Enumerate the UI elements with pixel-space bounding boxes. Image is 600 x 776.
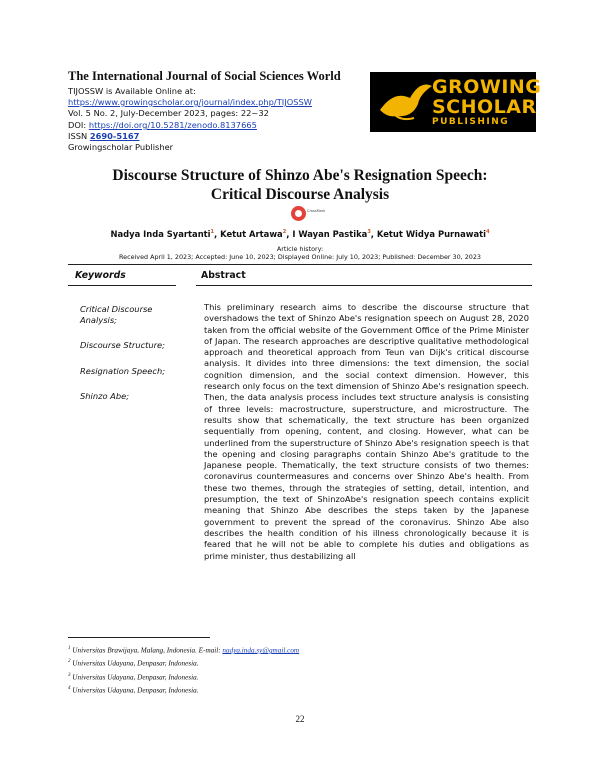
journal-name: The International Journal of Social Sciences World bbox=[68, 69, 341, 83]
availability-text: TIJOSSW is Available Online at: bbox=[68, 86, 196, 96]
author-mark: 3 bbox=[367, 229, 371, 236]
keywords-heading: Keywords bbox=[75, 270, 126, 281]
author-name: Ketut Widya Purnawati bbox=[376, 229, 487, 239]
crossmark-icon[interactable] bbox=[291, 206, 306, 221]
author-list: Nadya Inda Syartanti$^1$, Ketut Artawa$^2$, I Wayan Pastika$^3$, Ketut Widya Purnawati$^4$ bbox=[110, 229, 490, 239]
logo-line-2: SCHOLAR bbox=[432, 96, 537, 118]
paper-title bbox=[60, 166, 540, 204]
footnotes bbox=[68, 643, 299, 697]
footnote-divider bbox=[68, 637, 210, 638]
title-line-2: Critical Discourse Analysis bbox=[210, 186, 390, 203]
issn-line bbox=[68, 131, 139, 141]
crossmark-label: CrossMark bbox=[307, 209, 326, 213]
footnote-item: $^1$ Universitas Brawijaya, Malang, Indonesia. E-mail: nadya.inda.sy@gmail.com bbox=[68, 646, 300, 655]
email-link[interactable]: nadya.inda.sy@gmail.com bbox=[222, 646, 300, 655]
doi-label: DOI: bbox=[68, 120, 87, 130]
growing-scholar-logo bbox=[370, 72, 542, 132]
doi-line bbox=[68, 120, 257, 130]
page-number: 22 bbox=[295, 714, 305, 724]
keyword-item: Discourse Structure; bbox=[80, 340, 165, 350]
divider-keywords bbox=[68, 285, 176, 286]
journal-url-link[interactable]: https://www.growingscholar.org/journal/index.php/TIJOSSW bbox=[68, 97, 312, 107]
keyword-item: Shinzo Abe; bbox=[80, 391, 129, 401]
divider-abstract bbox=[196, 285, 532, 286]
title-line-1: Discourse Structure of Shinzo Abe's Resignation Speech: bbox=[112, 167, 488, 184]
issn-link[interactable]: 2690-5167 bbox=[89, 131, 140, 141]
author-name: Nadya Inda Syartanti bbox=[110, 229, 211, 239]
author-mark: 4 bbox=[486, 229, 490, 236]
keyword-item: Resignation Speech; bbox=[80, 366, 165, 376]
author-mark: 2 bbox=[282, 229, 287, 236]
footnote-item: $^4$ Universitas Udayana, Denpasar, Indonesia. bbox=[68, 686, 199, 695]
volume-info: Vol. 5 No. 2, July-December 2023, pages: 22~32 bbox=[68, 108, 269, 118]
keyword-item: Analysis; bbox=[80, 315, 117, 325]
publisher-name: Growingscholar Publisher bbox=[68, 142, 174, 152]
author-name: Ketut Artawa bbox=[220, 229, 283, 239]
author-mark: 1 bbox=[210, 229, 215, 236]
article-history-dates: Received April 1, 2023; Accepted: June 10, 2023; Displayed Online: July 10, 2023; Published: December 30, 2023 bbox=[119, 253, 481, 261]
logo-line-1: GROWING bbox=[432, 76, 542, 98]
footnote-item: $^2$ Universitas Udayana, Denpasar, Indonesia. bbox=[68, 659, 199, 668]
issn-label: ISSN bbox=[68, 131, 88, 141]
logo-line-3: PUBLISHING bbox=[432, 117, 510, 127]
article-history-label: Article history: bbox=[276, 245, 324, 253]
abstract-heading: Abstract bbox=[201, 270, 246, 281]
footnote-item: $^3$ Universitas Udayana, Denpasar, Indonesia. bbox=[68, 672, 199, 682]
divider-top bbox=[68, 264, 532, 265]
keyword-item: Critical Discourse bbox=[80, 304, 153, 314]
abstract-text: This preliminary research aims to describe the discourse structure that overshadows the text of Shinzo Abe's resignation speech on August 28, 2020 taken from the official website of the Government Office of the Prime Minister of Japan. The research approaches are descriptive qualitative methodological approach and theoretical approach from Teun van Dijk's critical discourse analysis. It divides into three dimensions: the text dimension, the social cognition dimension, and the social context dimension. However, this research only focus on the text dimension of Shinzo Abe's resignation speech. Then, the data analysis process includes text structure analysis is consisting of three levels: macrostructure, superstructure, and microstructure. The results show that schematically, the text structure has been organized sequentially from opening, content, and closing. However, what can be underlined from the superstructure of Shinzo Abe's resignation speech is that the opening and closing paragraphs contain Shinzo Abe's gratitude to the Japanese people. Thematically, the text structure consists of two themes: coronavirus countermeasures and concerns over Shinzo Abe's health. From these two themes, through the strategies of setting, detail, intention, and presumption, the text of ShinzoAbe's resignation speech contains explicit meaning that Shinzo Abe describes the steps taken by the Japanese government to prevent the spread of the coronavirus. Shinzo Abe also describes the health condition of his illness chronologically because it is feared that he will not be able to complete his duties and obligations as prime minister, thus destabilizing all bbox=[204, 302, 529, 561]
bird-icon bbox=[374, 72, 434, 132]
doi-link[interactable]: https://doi.org/10.5281/zenodo.8137665 bbox=[88, 120, 257, 130]
author-name: I Wayan Pastika bbox=[292, 229, 368, 239]
